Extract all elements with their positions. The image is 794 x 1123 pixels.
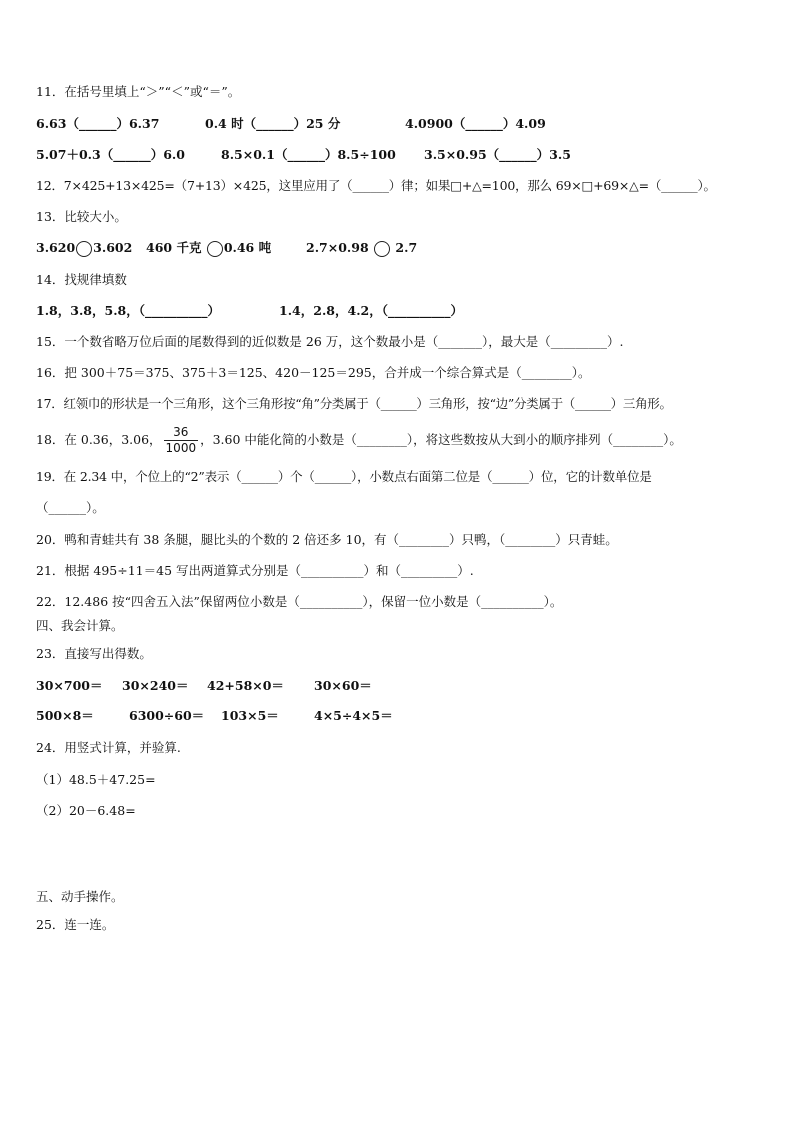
pattern-item: 1.4，2.8，4.2，（__________） [279,303,463,318]
calc-item: 30×700＝ [36,678,103,693]
fraction [164,425,199,456]
question-12: 12．7×425+13×425=（7+13）×425，这里应用了（______）律；如果□+△=100，那么 69×□+69×△=（______）。 [36,178,716,193]
compare-item: 5.07＋0.3（______）6.0 [36,147,185,162]
calc-item: 42+58×0＝ [207,678,284,693]
question-16: 16．把 300＋75＝375、375＋3＝125、420－125＝295，合并成一个综合算式是（________）。 [36,365,591,380]
question-13-stem: 13．比较大小。 [36,209,127,224]
question-24-item-2: （2）20－6.48= [36,803,136,818]
calc-item: 500×8＝ [36,708,94,723]
compare-item: 4.0900（______）4.09 [405,116,546,131]
question-19-line-2: （______）。 [36,500,105,515]
question-25: 25．连一连。 [36,917,115,932]
compare-circle[interactable] [374,241,390,257]
question-21: 21．根据 495÷11＝45 写出两道算式分别是（__________）和（_________）. [36,563,474,578]
section-4-heading: 四、我会计算。 [36,618,124,633]
question-22: 22．12.486 按“四舍五入法”保留两位小数是（__________），保留一位小数是（__________）。 [36,594,563,609]
question-11-stem: 11．在括号里填上“＞”“＜”或“＝”。 [36,84,241,99]
section-5-heading: 五、动手操作。 [36,889,124,904]
question-19-line-1: 19．在 2.34 中，个位上的“2”表示（______）个（______），小数点右面第二位是（______）位，它的计数单位是 [36,469,652,484]
question-20: 20．鸭和青蛙共有 38 条腿，腿比头的个数的 2 倍还多 10，有（________）只鸭，（________）只青蛙。 [36,532,618,547]
calc-item: 30×60＝ [314,678,372,693]
question-14-stem: 14．找规律填数 [36,272,127,287]
compare-pair: 3.620 3.602 [36,240,133,255]
compare-pair: 460 千克 0.46 吨 [146,240,272,255]
question-18 [36,422,774,458]
question-18-before: 18．在 0.36，3.06， [36,432,162,447]
question-15: 15．一个数省略万位后面的尾数得到的近似数是 26 万，这个数最小是（_______），最大是（_________）. [36,334,624,349]
pattern-item: 1.8，3.8，5.8，（__________） [36,303,220,318]
compare-item: 3.5×0.95（______）3.5 [424,147,571,162]
compare-item: 8.5×0.1（______）8.5÷100 [221,147,396,162]
calc-item: 30×240＝ [122,678,189,693]
question-18-after: ，3.60 中能化简的小数是（________），将这些数按从大到小的顺序排列（________）。 [200,432,682,447]
fraction-denominator: 1000 [165,441,197,455]
calc-item: 6300÷60＝ [129,708,205,723]
compare-circle[interactable] [76,241,92,257]
question-24-item-1: （1）48.5＋47.25= [36,772,156,787]
compare-circle[interactable] [207,241,223,257]
calc-item: 103×5＝ [221,708,279,723]
question-23-stem: 23．直接写出得数。 [36,646,152,661]
compare-item: 6.63（______）6.37 [36,116,160,131]
fraction-numerator: 36 [164,425,199,441]
question-17: 17．红领巾的形状是一个三角形，这个三角形按“角”分类属于（______）三角形，按“边”分类属于（______）三角形。 [36,396,672,411]
question-24-stem: 24．用竖式计算，并验算. [36,740,181,755]
compare-item: 0.4 时（______）25 分 [205,116,341,131]
compare-pair: 2.7×0.98 2.7 [306,240,418,255]
calc-item: 4×5÷4×5＝ [314,708,393,723]
